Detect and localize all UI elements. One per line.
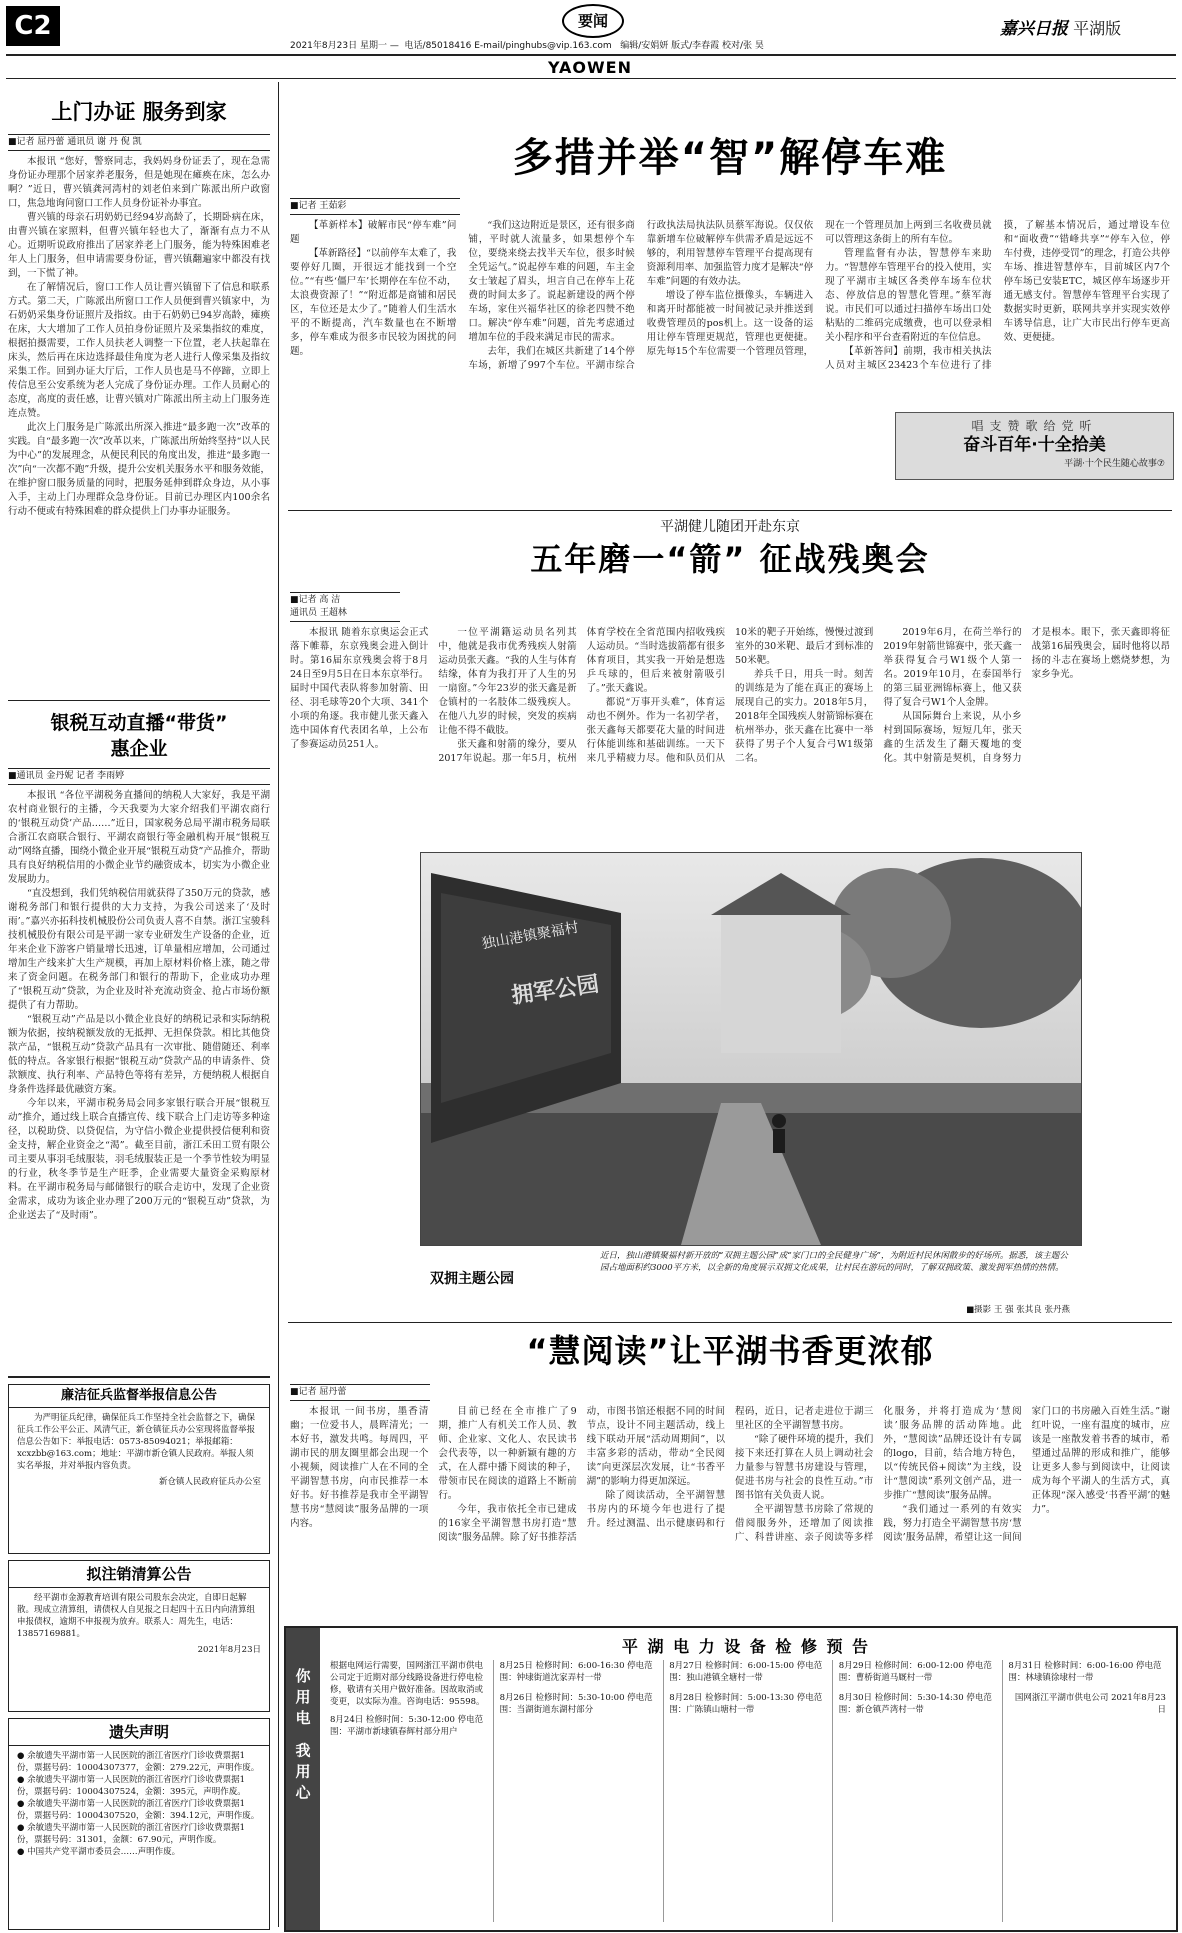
power-entry: 8月27日 检修时间：6:00-15:00 停电范围：独山港镇全塘村一带 <box>669 1661 823 1683</box>
article-byline <box>290 592 400 622</box>
paper-name-block <box>1000 14 1176 39</box>
sign-text-1: 独山港镇聚福村 <box>480 919 580 953</box>
page-code-box <box>6 6 60 46</box>
read-headline: “慧阅读”让平湖书香更浓郁 <box>526 1332 934 1370</box>
notice-title: 遗失声明 <box>9 1719 269 1746</box>
paragraph: 管理监督有办法，智慧停车来助力。“智慧停车管理平台的投入使用，实现了平湖市主城区各类停车场车位状态、停放信息的智慧化管理。”蔡军海说。市民们可以通过扫描停车场出口处粘贴的二维码完成缴费，也可以登录相关小程序和平台查看附近的车位信息。 <box>825 248 992 343</box>
paragraph: 【革新样本】破解市民“停车难”问题 <box>290 220 457 245</box>
paragraph: 本报讯 “各位平湖税务直播间的纳税人大家好，我是平湖农村商业银行的主播，今天我要为大家介绍我们平湖农商行的‘银税互动贷’产品……”近日，国家税务总局平湖市税务局联合浙江农商联合银行、平湖农商银行等金融机构开展“银税互动”网络直播，围绕小微企业开展“银税互动贷”产品推介，帮助具有良好纳税信用的小微企业节约融资成本，切实为小微企业发展助力。 <box>8 790 270 885</box>
paragraph: 张天鑫和射箭的缘分，要从2017年说起。那一年5月，杭州体育学校在全省范围内招收残疾人运动员。“当时选拔箭都有很多体育项目，其实我一开始是想选乒乓球的，但后来被射箭吸引了。”张天鑫说。 <box>438 627 725 764</box>
park-photo <box>420 852 1082 1246</box>
power-columns <box>330 1660 1166 1922</box>
photo-caption: 近日，独山港镇聚福村新开放的“双拥主题公园”成“家门口的全民健身广场”，为附近村民休闲散步的好场所。据悉，该主题公园占地面积约3000平方米，以全新的角度展示双拥文化成果，让村民在游玩的同时，了解双拥政策、激发拥军热情的热情。 <box>600 1251 1068 1273</box>
paragraph: 全平湖智慧书房除了常规的借阅服务外，还增加了阅读推广、科普讲座、亲子阅读等多样化服务，并将打造成为‘慧阅读’服务品牌的活动阵地。此外，“慧阅读”品牌还设计有专属的logo，目前，结合地方特色，以“传统民俗+阅读”为主线，设计“慧阅读”系列文创产品，进一步推广“慧阅读”服务品牌。 <box>734 1406 1022 1543</box>
power-side-bar <box>286 1628 320 1930</box>
loss-item: ● 余敏遗失平湖市第一人民医院的浙江省医疗门诊收费票据1份，票据号码：10004307377，金额：279.22元，声明作废。 <box>17 1751 260 1773</box>
paragraph: 增设了停车监位摄像头，车辆进入和离开时都能被一时间被记录并推送到收费管理员的pos机上。这一设备的运用让停车管理更规范，管理也更便捷。原先每15个车位需要一个管理员管理，现在一个管理员加上两到三名收费员就可以管理这条街上的所有车位。 <box>646 220 992 357</box>
paragraph: “我们这边附近是景区，还有很多商铺，平时就人流量多，如果想停个车位，要绕来绕去找半天车位，很多时候全凭运气。”说起停车难的问题，车主金女士皱起了眉头，坦言自己在停车上花费的时间太多了。说起新建设的两个停车场，家住兴福华社区的徐老四赞不绝口。解决“停车难”问题，首先考虑通过增加车位的手段来满足市民的需求。 <box>468 220 635 343</box>
paragraph: 此次上门服务是广陈派出所深入推进“最多跑一次”改革的实践。自“最多跑一次”改革以来，广陈派出所始终坚持“以人民为中心”的发展理念，从便民利民的角度出发，推进“最多跑一次”向“一次都不跑”升级，提升公安机关服务水平和服务效能，在维护窗口服务质量的同时，把服务延伸到群众身边，从小事入手，主动上门办理群众急身份证。目前已办理区内100余名行动不便或有特殊困难的群众提供上门办事办证服务。 <box>8 422 270 517</box>
paragraph: “银税互动”产品是以小微企业良好的纳税记录和实际纳税额为依据，按纳税额发放的无抵押、无担保贷款。相比其他贷款产品，“银税互动”贷款产品具有一次审批、随借随还、利率低的特点。各家银行根据“银税互动”贷款产品的申请条件、贷款额度、执行利率、产品特色等将有差异，方便纳税人根据自身条件选择最优融资方案。 <box>8 1014 270 1095</box>
section-pinyin: YAOWEN <box>547 58 632 77</box>
read-article-columns <box>290 1405 1170 1615</box>
power-entry: 8月31日 检修时间：6:00-16:00 停电范围：林埭镇徐埭村一带 <box>1008 1661 1162 1683</box>
paragraph: 今年，我市依托全市已建成的16家全平湖智慧书房打造“慧阅读”服务品牌。除了好书推荐活动，市图书馆还根据不同的时间节点，设计不同主题活动，线上线下联动开展“活动周期间”，以丰富多彩的活动，带动“全民阅读”向更深层次发展，让“书香平湖”的影响力得更加深远。 <box>438 1406 725 1543</box>
article-door-service <box>8 86 270 519</box>
article-byline: ■记者 屈丹蕾 <box>290 1384 430 1401</box>
byline-line: ■记者 高 洁 <box>290 595 341 605</box>
paragraph: 【革新答问】前期，我市相关执法人员对主城区23423个车位进行了排摸，了解基本情况后，通过增设车位和“面收费”“错峰共享”“停车入位，停车付费，违停受罚”的理念，打造公共停车场、推进智慧停车，目前城区内7个停车场已安装ETC，城区停车场逐步开通无感支付。智慧停车管理平台实现了数据实时更新，联网共享并实现实效停车诱导信息，让广大市民出行停车更高效、更便捷。 <box>825 220 1170 371</box>
article-byline: ■通讯员 金丹妮 记者 李雨婷 <box>8 768 270 785</box>
power-footer: 国网浙江平湖市供电公司 2021年8月23日 <box>1014 1693 1166 1715</box>
paragraph: 【革新路径】“以前停车太难了，我要停好几圈，开很远才能找到一个空位。”“有些‘僵尸车’长期停在车位不动，太浪费资源了！”“附近都是商铺和居民区，车位还是太少了。”随着人们生活水平的不断提高，汽车数量也在不断增多，停车难成为很多市民较为困扰的问题。 <box>290 248 457 357</box>
power-intro: 根据电网运行需要，国网浙江平湖市供电公司定于近期对部分线路设备进行停电检修，敬请有关用户做好准备。因故取消或变更，以实际为准。咨询电话：95598。 <box>330 1661 485 1707</box>
paragraph: 今年以来，平湖市税务局会同多家银行联合开展“银税互动”推介，通过线上联合直播宣传、线下联合上门走访等多种途径，以税助贷、以贷促信，为守信小微企业提供授信便利和资金支持，解企业资金之“渴”。截至目前，浙江禾田工贸有限公司主要从事羽毛绒服装，羽毛绒服装正是一个季节性较为明显的行业，秋冬季节是生产旺季，企业需要大量资金采购原材料。在平湖市税务局与邮储银行的联合走访中，发现了企业资金需求，成功为该企业办理了200万元的“银税互动”贷款，为企业送去了“及时雨”。 <box>8 1098 270 1221</box>
power-entry: 8月30日 检修时间：5:30-14:30 停电范围：新仓镇芦湾村一带 <box>838 1693 992 1715</box>
paragraph: 去年，我们在城区共新建了14个停车场，新增了997个车位。平湖市综合行政执法局执法队员蔡军海说。仅仅依靠新增车位破解停车供需矛盾是远远不够的，利用智慧停车管理平台提高现有资源利用率、加强监管力度才是解决“停车难”问题的有效办法。 <box>468 220 814 371</box>
power-entry: 8月24日 检修时间：5:30-12:00 停电范围：平湖市新埭镇春辉村部分用户 <box>330 1715 484 1737</box>
photo-label: 双拥主题公园 <box>430 1271 514 1287</box>
page-code: C2 <box>14 11 52 41</box>
paragraph: 在了解情况后，窗口工作人员让曹兴镇留下了信息和联系方式。第二天，广陈派出所窗口工作人员便到曹兴镇家中，为石奶奶采集身份证照片及指纹。由于石奶奶已94岁高龄，瘫痪在床，大大增加了工作人员拍身份证照片及采集指纹的难度，根据拍摄需要，工作人员扶老人调整一下位置，老人扶起靠在床头，然后再在床边选择最佳角度为老人进行人像采集及指纹采集工作。回到办证大厅后，工作人员也是马不停蹄，立即上传信息至公安系统为老人完成了身份证办理。工作人员耐心的态度，高度的责任感，让曹兴镇对广陈派出所主动上门服务连连点赞。 <box>8 282 270 419</box>
notice-clean-recruit <box>8 1384 270 1554</box>
photo-image <box>421 853 1081 1245</box>
article-bank-tax <box>8 704 270 1223</box>
paragraph: “直没想到，我们凭纳税信用就获得了350万元的贷款，感谢税务部门和银行提供的大力支持，为我公司送来了‘及时雨’。”嘉兴亦拓科技机械股份公司负责人喜不自禁。浙江宝骏科技机械股份有限公司是平湖一家专业研发生产设备的企业，近年来企业下游客户销量增长迅速，订单量相应增加，公司通过增加生产线来扩大生产规模，再加上原材料价格上涨，随之带来了资金问题。在税务部门和银行的帮助下，企业成功办理了“银税互动”贷款，为企业及时补充流动资金、抢占市场份额提供了有力帮助。 <box>8 888 270 1011</box>
article-body <box>8 155 270 519</box>
loss-item: ● 余敏遗失平湖市第一人民医院的浙江省医疗门诊收费票据1份，票据号码：10004307524，金额：395元，声明作废。 <box>17 1775 246 1797</box>
sport-headline: 五年磨一“箭” 征战残奥会 <box>530 540 930 578</box>
date-line: 2021年8月23日 星期一 — 电话/85018416 E-mail/pinghubs@vip.163.com 编辑/安娟妍 版式/李春霞 校对/张 昊 <box>290 41 764 51</box>
notice-liquidation <box>8 1560 270 1712</box>
loss-item: ● 余敏遗失平湖市第一人民医院的浙江省医疗门诊收费票据1份，票据号码：31301，金额：67.90元，声明作废。 <box>17 1823 246 1845</box>
paragraph: 除了阅读活动，全平湖智慧书房内的环境今年也进行了提升。经过测温、出示健康码和行程码，近日，记者走进位于湖三里社区的全平湖智慧书房。 <box>586 1406 874 1529</box>
editors: 编辑/安娟妍 版式/李春霞 校对/张 昊 <box>620 41 764 51</box>
banner-slogan: 唱支赞歌给党听 <box>971 419 1098 433</box>
paragraph: 养兵千日，用兵一时。刻苦的训练是为了能在真正的赛场上展现自己的实力。2018年5月，2018年全国残疾人射箭锦标赛在杭州举办，张天鑫在比赛中一举获得了男子个人复合弓W1级第二名。 <box>734 669 874 764</box>
notice-signature: 新仓镇人民政府征兵办公室 <box>158 1477 261 1487</box>
paragraph: 本报讯 一间书房，墨香清幽；一位爱书人，晨晖清光；一本好书，激发共鸣。每周四，平湖市民的朋友圈里都会出现一个小视频，阅读推广人在不同的全平湖智慧书房，向市民推荐一本好书。好书推荐是我市全平湖智慧书房“慧阅读”服务品牌的一项内容。 <box>290 1406 429 1529</box>
paragraph: “我们通过一系列的有效实践，努力打造全平湖智慧书房‘慧阅读’服务品牌，希望让这一间间家门口的书房融入百姓生活。”谢红叶说，一座有温度的城市，应该是一座散发着书香的城市，希望通过品牌的形成和推广，能够让更多人参与到阅读中，让阅读成为每个平湖人的生活方式，真正体现“深入感受‘书香平湖’的魅力”。 <box>883 1406 1170 1543</box>
notice-date: 2021年8月23日 <box>197 1645 261 1655</box>
article-byline: ■记者 王茹彩 <box>290 198 460 215</box>
paragraph: 都说“万事开头难”，体育运动也不例外。作为一名初学者，张天鑫每天都要花大量的时间进行体能训练和基础训练。一天下来几乎精疲力尽。他和队员们从10米的靶子开始练，慢慢过渡到室外的30米靶、最后才到标准的50米靶。 <box>586 627 874 764</box>
column-banner <box>895 412 1174 480</box>
banner-title: 奋斗百年·十全拾美 <box>963 435 1106 455</box>
date: 2021年8月23日 星期一 <box>290 41 387 51</box>
read-article-body <box>290 1384 1170 1618</box>
article-title-line2: 惠企业 <box>110 738 168 760</box>
edition-name: 平湖版 <box>1073 19 1122 38</box>
article-title: 上门办证 服务到家 <box>51 100 227 124</box>
paragraph: 本报讯 随着东京奥运会正式落下帷幕，东京残奥会进入倒计时。第16届东京残奥会将于8月24日至9月5日在日本东京举行。届时中国代表队将参加射箭、田径、羽毛球等20个大项、341个小项的角逐。我市健儿张天鑫入选中国体育代表团名单，上公布了参赛运动员251人。 <box>290 627 429 750</box>
article-body <box>8 789 270 1223</box>
photo-credit: ■摄影 王 强 张其良 张丹燕 <box>966 1305 1070 1315</box>
loss-item: ● 余敏遗失平湖市第一人民医院的浙江省医疗门诊收费票据1份，票据号码：10004307520，金额：394.12元，声明作废。 <box>17 1799 260 1821</box>
paragraph: 从国际舞台上来说，从小乡村到国际赛场，短短几年，张天鑫的生活发生了翻天覆地的变化。其中射箭是契机，自身努力才是根本。眼下，张天鑫即将征战第16届残奥会，届时他将以昂扬的斗志在赛场上燃烧梦想，为家乡争光。 <box>883 627 1170 764</box>
sport-article-body <box>290 592 1170 846</box>
paragraph: 一位平湖籍运动员名列其中，他就是我市优秀残疾人射箭运动员张天鑫。“我的人生与体育结缘，体育为我打开了人生的另一扇窗。”今年23岁的张天鑫是新仓镇村的一名肢体二级残疾人。在他八九岁的时候，突发的疾病让他不得不截肢。 <box>438 627 577 736</box>
article-title-line1: 银税互动直播“带货” <box>50 712 228 734</box>
power-side-label: 你用电 我用心 <box>293 1668 312 1806</box>
section-badge-text: 要闻 <box>577 12 608 30</box>
paragraph: “除了硬件环境的提升，我们接下来还打算在人员上调动社会力量参与智慧书房建设与管理，促进书房与社会的良性互动。”市图书馆有关负责人说。 <box>734 1434 874 1501</box>
power-entry: 8月28日 检修时间：5:00-13:30 停电范围：广陈镇山塘村一带 <box>669 1693 823 1715</box>
notice-title: 拟注销清算公告 <box>9 1561 269 1588</box>
banner-subtitle: 平湖·十个民生随心故事⑦ <box>1064 459 1165 469</box>
main-headline: 多措并举“智”解停车难 <box>512 135 948 181</box>
loss-list <box>9 1746 269 1862</box>
paper-name: 嘉兴日报 <box>1000 19 1068 39</box>
article-byline: ■记者 屈丹蕾 通讯员 谢 丹 倪 凯 <box>8 134 270 151</box>
paragraph: 2019年6月，在荷兰举行的2019年射箭世锦赛中，张天鑫一举获得复合弓W1级个人第一名。2019年10月，在泰国举行的第三届亚洲锦标赛上，他又获得了复合弓W1个人金牌。 <box>883 627 1022 708</box>
power-entry: 8月25日 检修时间：6:00-16:30 停电范围：钟埭街道沈家弄村一带 <box>499 1661 653 1683</box>
sport-article-columns <box>290 626 1170 846</box>
notice-text: 为严明征兵纪律，确保征兵工作坚持全社会监督之下，确保征兵工作公平公正、风清气正，新仓镇征兵办公室现将监督举报信息公告如下：举报电话：0573-85094021；举报邮箱：xcxzbb@163.com；地址：平湖市新仓镇人民政府。举报人须实名举报，并对举报内容负责。 <box>17 1413 256 1471</box>
section-badge <box>562 4 624 38</box>
power-title: 平 湖 电 力 设 备 检 修 预 告 <box>621 1637 871 1656</box>
power-notice <box>284 1626 1178 1932</box>
notice-loss <box>8 1718 270 1930</box>
sport-kicker: 平湖健儿随团开赴东京 <box>660 519 800 535</box>
paragraph: 曹兴镇的母亲石玥奶奶已经94岁高龄了，长期卧病在床，由曹兴镇在家照料，但曹兴镇年轻也大了，渐渐有点力不从心。近期听说政府推出了居家养老上门服务，能为特殊困难老年人上门服务，但申请需要身份证，曹兴镇翻遍家中都没有找到，一下慌了神。 <box>8 212 270 279</box>
loss-item: ● 中国共产党平湖市委员会……声明作废。 <box>17 1847 181 1857</box>
sign-text-2: 拥军公园 <box>509 971 601 1009</box>
byline-line: 通讯员 王超林 <box>290 608 347 618</box>
paragraph: 目前已经在全市推广了9期，推广人有机关工作人员、教师、企业家、文化人、农民读书会代表等，以一种新颖有趣的方式，在人群中播下阅读的种子，带领市民在阅读的道路上不断前行。 <box>438 1406 577 1501</box>
notice-title: 廉洁征兵监督举报信息公告 <box>9 1385 269 1408</box>
paragraph: 本报讯 “您好，警察同志，我妈妈身份证丢了，现在急需身份证办理那个居家养老服务，但是她现在瘫痪在床，怎么办啊？”近日，曹兴镇龚河湾村的刘老伯来到广陈派出所户政窗口，焦急地询问窗口工作人员身份证补办事宜。 <box>8 156 270 209</box>
contact: 电话/85018416 E-mail/pinghubs@vip.163.com <box>404 41 612 51</box>
power-entry: 8月26日 检修时间：5:30-10:00 停电范围：当湖街道东湖村部分 <box>499 1693 653 1715</box>
notice-text: 经平湖市金源教育培训有限公司股东会决定，自即日起解散。现成立清算组，请债权人自见报之日起四十五日内向清算组申报债权，逾期不申报视为放弃。联系人：周先生，电话：13857169881。 <box>17 1593 256 1639</box>
power-entry: 8月29日 检修时间：6:00-12:00 停电范围：曹桥街道马厩村一带 <box>838 1661 992 1683</box>
